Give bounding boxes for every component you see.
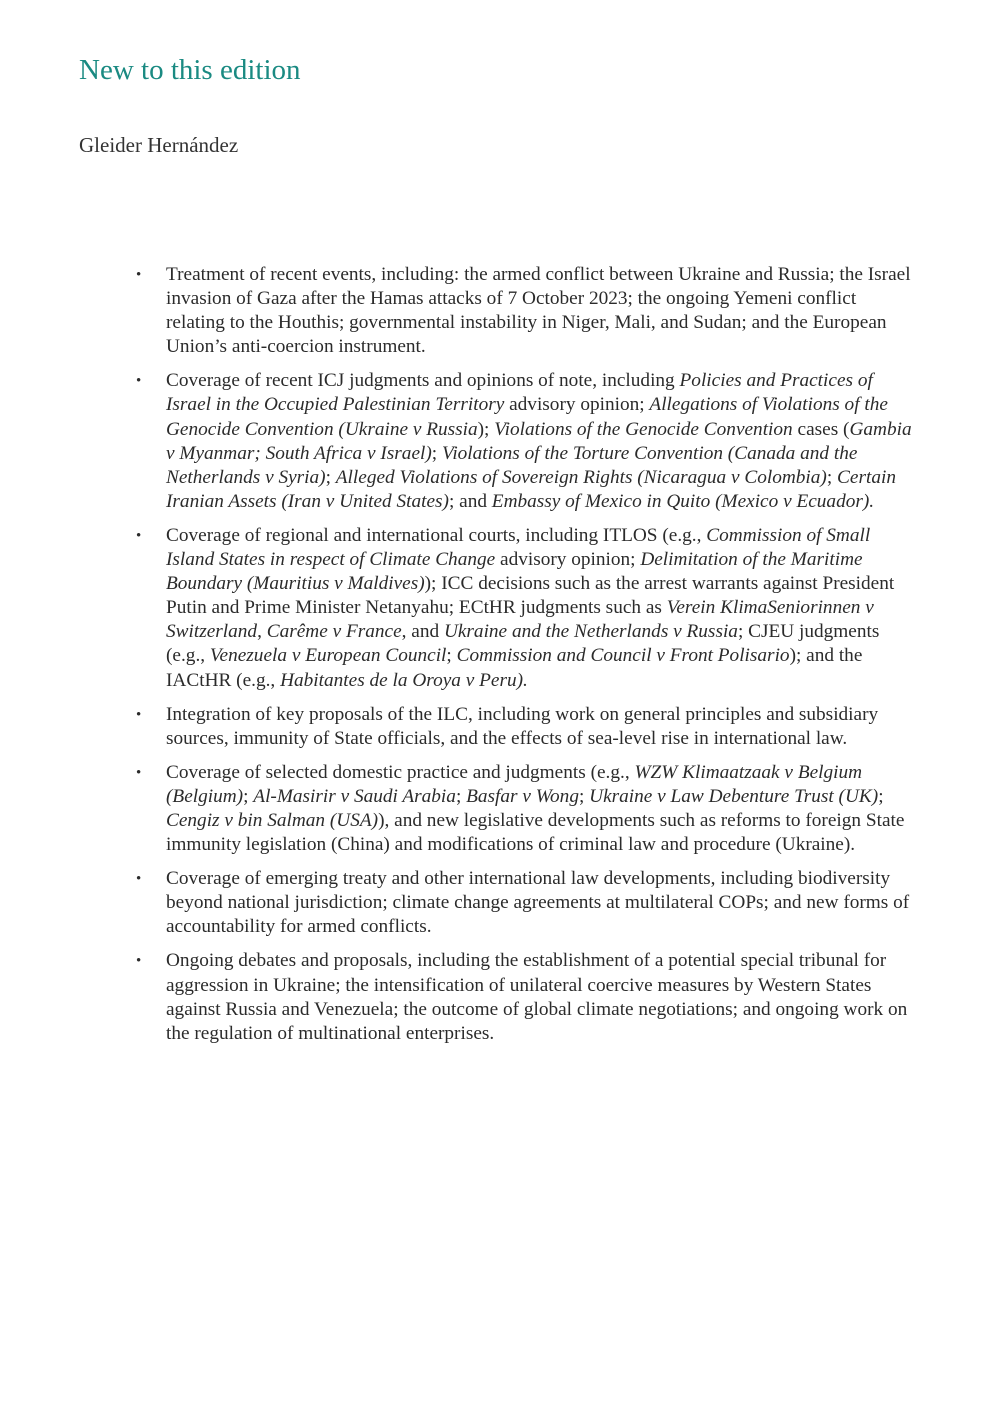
bullet-icon: •	[136, 764, 142, 781]
list-item-text-run: Coverage of emerging treaty and other international law developments, including biodiversity beyond national jurisdiction; climate change agreements at multilateral COPs; and new forms of accountability for armed conflicts.	[166, 868, 910, 938]
list-item-text	[166, 762, 904, 855]
list-item-text-run: ); and the IACtHR (e.g.,	[166, 645, 863, 691]
list-item	[134, 703, 918, 751]
list-item-text-run: Ongoing debates and proposals, including the establishment of a potential special tribunal for aggression in Ukraine; the intensification of unilateral coercive measures by Western States against Russia and Venezuela; the outcome of global climate negotiations; and ongoing work on the regulation of multinational enterprises.	[166, 950, 908, 1044]
list-item-text-run: ; CJEU judgments (e.g.,	[166, 621, 880, 667]
case-citation: Carême v France	[266, 621, 402, 643]
list-item-text-run: ; and	[448, 490, 492, 512]
list-item-text-run: ;	[455, 785, 467, 807]
case-citation: Basfar v Wong	[466, 785, 579, 807]
case-citation: Venezuela v European Council	[209, 645, 447, 667]
case-citation: Al-Masirir v Saudi Arabia	[253, 785, 456, 807]
list-item-text	[166, 704, 878, 749]
case-citation: WZW Klimaatzaak v Belgium (Belgium)	[166, 761, 863, 807]
list-item-text-run: ;	[878, 785, 884, 807]
list-item-text-run: Coverage of selected domestic practice and judgments (e.g.,	[166, 761, 635, 783]
case-citation: Policies and Practices of Israel in the Occupied Palestinian Territory	[166, 370, 873, 416]
case-citation: Alleged Violations of Sovereign Rights (Nicaragua v Colombia)	[335, 466, 827, 488]
list-item-text-run: ;	[431, 442, 442, 464]
list-item	[134, 949, 918, 1045]
list-item-text-run: Coverage of regional and international courts, including ITLOS (e.g.,	[166, 524, 707, 546]
list-item-text-run: Coverage of recent ICJ judgments and opinions of note, including	[166, 370, 680, 392]
list-item	[134, 867, 918, 939]
list-item-text-run: Treatment of recent events, including: the armed conflict between Ukraine and Russia; the Israel invasion of Gaza after the Hamas attacks of 7 October 2023; the ongoing Yemeni conflict relating to the Houthis; governmental instability in Niger, Mali, and Sudan; and the European Union’s anti-coercion instrument.	[166, 264, 911, 358]
bullet-icon: •	[136, 527, 142, 544]
list-item-text-run: );	[477, 418, 495, 440]
case-citation: Commission of Small Island States in respect of Climate Change	[166, 524, 871, 571]
new-edition-list	[134, 263, 918, 1056]
list-item-text	[166, 525, 894, 691]
case-citation: Delimitation of the Maritime Boundary (Mauritius v Maldives)	[166, 549, 863, 595]
case-citation: Violations of the Genocide Convention	[494, 418, 793, 440]
case-citation: Embassy of Mexico in Quito (Mexico v Ecuador).	[491, 490, 875, 512]
case-citation: Certain Iranian Assets (Iran v United States)	[166, 466, 896, 512]
list-item	[134, 761, 918, 857]
list-item-text-run: cases (	[792, 418, 850, 440]
list-item-text	[166, 950, 907, 1043]
list-item-text-run: ), and new legislative developments such as reforms to foreign State immunity legislation (China) and modifications of criminal law and procedure (Ukraine).	[166, 809, 905, 856]
bullet-icon: •	[136, 267, 142, 283]
case-citation: Violations of the Torture Convention (Canada and the Netherlands v Syria)	[166, 442, 858, 488]
case-citation: Habitantes de la Oroya v Peru).	[280, 669, 528, 691]
list-item-text-run: advisory opinion;	[504, 394, 650, 416]
list-item-text-run: , and	[401, 621, 444, 643]
case-citation: Ukraine and the Netherlands v Russia	[443, 621, 738, 643]
list-item-text-run: ); ICC decisions such as the arrest warrants against President Putin and Prime Minister Netanyahu; ECtHR judgments such as	[166, 573, 895, 619]
case-citation: Allegations of Violations of the Genocide Convention (Ukraine v Russia	[166, 394, 888, 440]
page-title: New to this edition	[79, 54, 301, 86]
list-item-text-run: ,	[257, 621, 267, 643]
bullet-icon: •	[136, 706, 142, 723]
case-citation: Ukraine v Law Debenture Trust (UK)	[589, 785, 879, 807]
list-item-text	[166, 868, 909, 937]
list-item	[134, 369, 918, 514]
case-citation: Commission and Council v Front Polisario	[456, 645, 790, 667]
list-item-text-run: advisory opinion;	[495, 549, 641, 571]
list-item-text-run: ;	[826, 466, 838, 488]
bullet-icon: •	[136, 953, 142, 970]
list-item-text	[166, 264, 911, 357]
list-item-text	[166, 370, 912, 511]
list-item-text-run: Integration of key proposals of the ILC, including work on general principles and subsidiary sources, immunity of State officials, and the effects of sea-level rise in international law.	[166, 703, 879, 749]
case-citation: Verein KlimaSeniorinnen v Switzerland	[166, 597, 874, 643]
author-name: Gleider Hernández	[79, 133, 239, 157]
list-item-text-run: ;	[578, 785, 590, 807]
list-item	[134, 524, 918, 693]
bullet-icon: •	[136, 871, 142, 888]
list-item-text-run: ;	[243, 785, 254, 807]
list-item	[134, 263, 918, 359]
list-item-text-run: ;	[325, 466, 336, 488]
case-citation: Cengiz v bin Salman (USA)	[166, 809, 379, 831]
bullet-icon: •	[136, 373, 142, 390]
case-citation: Gambia v Myanmar; South Africa v Israel)	[166, 418, 912, 464]
list-item-text-run: ;	[446, 645, 457, 667]
